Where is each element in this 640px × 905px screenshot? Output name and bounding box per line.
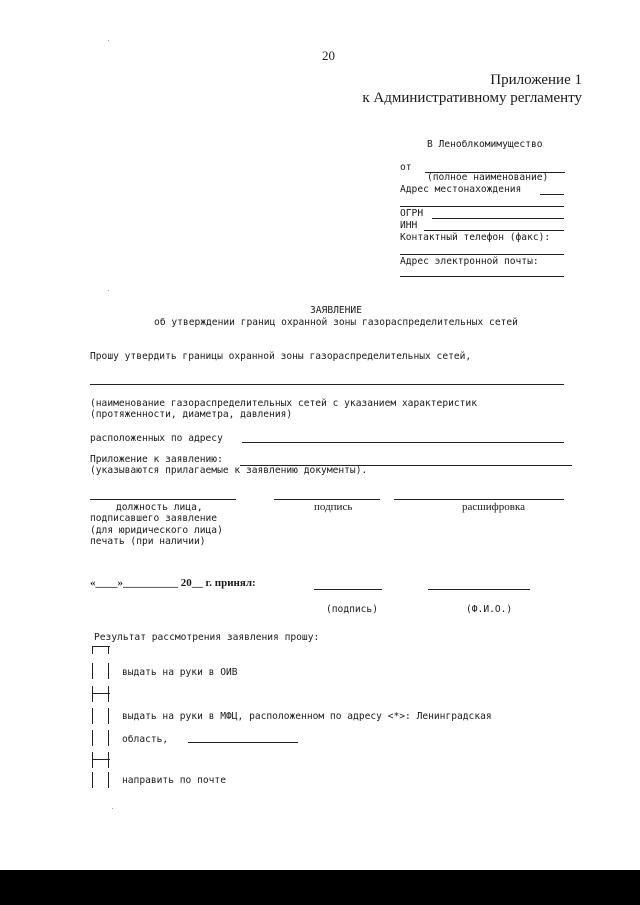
result-heading: Результат рассмотрения заявления прошу: [94,632,320,643]
scan-speck [112,808,113,809]
phone-field-line [400,254,564,255]
address-field-line [540,194,564,195]
addressee-to: В Леноблкомимущество [427,139,543,150]
inn-label: ИНН [400,220,418,231]
ogrn-label: ОГРН [400,208,424,219]
request-text: Прошу утвердить границы охранной зоны газораспределительных сетей, [90,351,472,362]
page-number: 20 [322,48,335,63]
accepted-fio-label: (Ф.И.О.) [466,604,513,615]
position-label-2: подписавшего заявление [90,513,218,524]
signature-label: подпись [314,501,353,513]
option-separator-2 [92,752,112,768]
scan-speck [108,290,109,291]
mfc-address-field-line [188,742,298,743]
accepted-sign-label: (подпись) [326,604,378,615]
networks-hint-1: (наименование газораспределительных сетей с указанием характеристик [90,398,477,409]
position-label-3: (для юридического лица) [90,525,223,536]
position-line [90,499,236,500]
option-post-checkbox[interactable] [92,772,112,788]
located-field-line [242,442,564,443]
appendix-subtitle: к Административному регламенту [362,90,582,106]
option-checkbox-frame-top [92,646,112,662]
accepted-fio-line [428,589,530,590]
address-label: Адрес местонахождения [400,184,522,195]
email-label: Адрес электронной почты: [400,256,539,267]
scan-speck [108,40,109,41]
option-issue-mfc-checkbox-cont [92,730,112,746]
option-issue-mfc-label: выдать на руки в МФЦ, расположенном по адресу <*>: Ленинградская [122,711,492,722]
attachment-label: Приложение к заявлению: [90,454,223,465]
accepted-sign-line [314,589,382,590]
option-issue-ov-checkbox[interactable] [92,663,112,679]
scan-bottom-border [0,870,640,905]
attachment-hint: (указываются прилагаемые к заявлению документы). [90,465,368,476]
option-issue-mfc-label-2: область, [122,734,169,745]
option-issue-ov-label: выдать на руки в ОИВ [122,667,238,678]
document-heading: ЗАЯВЛЕНИЕ [310,305,362,316]
email-field-line [400,276,564,277]
transcript-label: расшифровка [462,501,526,513]
option-separator-1 [92,686,112,702]
located-label: расположенных по адресу [90,433,223,444]
inn-field-line [424,230,564,231]
document-subheading: об утверждении границ охранной зоны газораспределительных сетей [154,317,518,328]
addressee-from-label: от [400,162,412,173]
position-label-1: должность лица, [116,502,203,513]
networks-hint-2: (протяженности, диаметра, давления) [90,409,293,420]
option-issue-mfc-checkbox[interactable] [92,708,112,724]
position-label-4: печать (при наличии) [90,536,206,547]
ogrn-field-line [432,218,564,219]
transcript-line [394,499,564,500]
networks-field-line [90,384,564,385]
appendix-title: Приложение 1 [490,72,582,88]
option-post-label: направить по почте [122,775,226,786]
full-name-hint: (полное наименование) [427,172,549,183]
accepted-date-text: «____»__________ 20__ г. принял: [90,577,256,589]
phone-label: Контактный телефон (факс): [400,232,551,243]
address-field-line-2 [400,206,564,207]
signature-line [274,499,380,500]
